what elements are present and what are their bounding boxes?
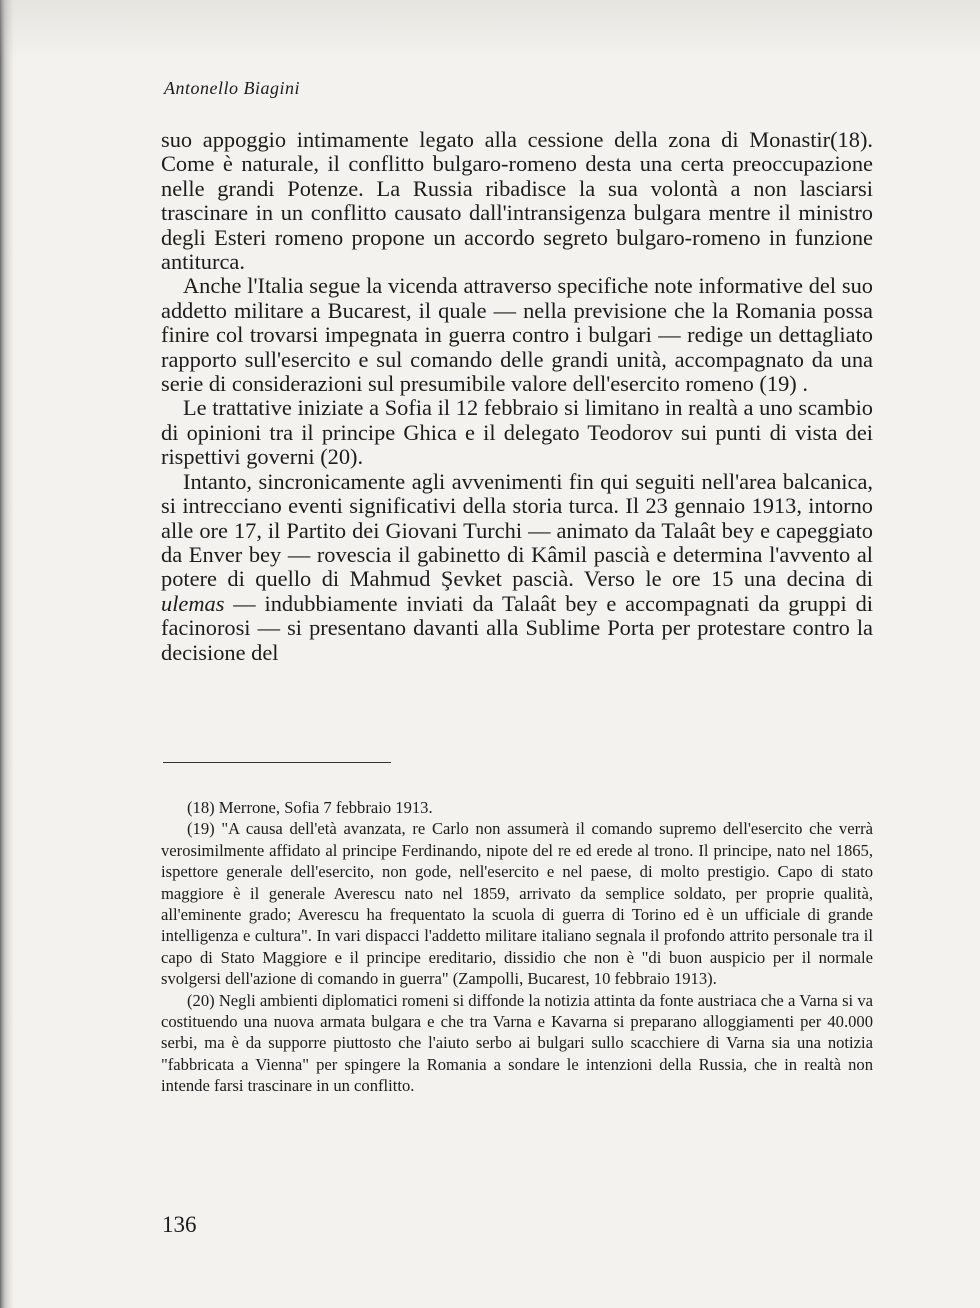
paragraph-4	[161, 470, 873, 665]
paragraph-1: suo appoggio intimamente legato alla cessione della zona di Monastir(18). Come è naturale, il conflitto bulgaro-romeno desta una certa preoccupazione nelle grandi Potenze. La Russia ribadisce la sua volontà a non lasciarsi trascinare in un conflitto causato dall'intransigenza bulgara mentre il ministro degli Esteri romeno propone un accordo segreto bulgaro-romeno in funzione antiturca.	[161, 127, 873, 275]
footnote-separator	[163, 762, 391, 763]
paragraph-4-text-a: Intanto, sincronicamente agli avvenimenti fin qui seguiti nell'area balcanica, si intrecciano eventi significativi della storia turca. Il 23 gennaio 1913, intorno alle ore 17, il Partito dei Giovani Turchi — animato da Talaât bey e capeggiato da Enver bey — rovescia il gabinetto di Kâmil pascià e determina l'avvento al potere di quello di Mahmud Şevket pascià. Verso le ore 15 una decina di	[161, 468, 873, 592]
paragraph-4-italic-term: ulemas	[161, 590, 225, 616]
page-top-shadow	[0, 0, 980, 60]
footnote-20: (20) Negli ambienti diplomatici romeni si diffonde la notizia attinta da fonte austriaca che a Varna si va costituendo una nuova armata bulgara e che tra Varna e Kavarna si preparano alloggiamenti per 40.000 serbi, ma è da supporre piuttosto che l'aiuto serbo ai bulgari sullo scacchiere di Varna sia una notizia "fabbricata a Vienna" per spingere la Romania a sondare le intenzioni della Russia, che in realtà non intende farsi trascinare in un conflitto.	[161, 990, 873, 1096]
paragraph-3: Le trattative iniziate a Sofia il 12 febbraio si limitano in realtà a uno scambio di opinioni tra il principe Ghica e il delegato Teodorov sui punti di vista dei rispettivi governi (20).	[161, 395, 873, 470]
paragraph-4-text-b: — indubbiamente inviati da Talaât bey e accompagnati da gruppi di facinorosi — si presentano davanti alla Sublime Porta per protestare contro la decisione del	[161, 590, 873, 665]
book-spine-shadow	[0, 0, 14, 1308]
running-head: Antonello Biagini	[164, 78, 300, 98]
footnotes	[161, 797, 873, 1097]
footnote-19: (19) "A causa dell'età avanzata, re Carlo non assumerà il comando supremo dell'esercito che verrà verosimilmente affidato al principe Ferdinando, nipote del re ed erede al trono. Il principe, nato nel 1865, ispettore generale dell'esercito, non gode, nell'esercito e nel paese, di molto prestigio. Capo di stato maggiore è il generale Averescu nato nel 1859, arrivato da semplice soldato, per proprie qualità, all'eminente grado; Averescu ha frequentato la scuola di guerra di Torino ed è un ufficiale di grande intelligenza e cultura". In vari dispacci l'addetto militare italiano segnala il profondo attrito personale tra il capo di Stato Maggiore e il principe ereditario, dissidio che non è "di buon auspicio per il normale svolgersi dell'azione di comando in guerra" (Zampolli, Bucarest, 10 febbraio 1913).	[161, 819, 873, 989]
paragraph-2: Anche l'Italia segue la vicenda attraverso specifiche note informative del suo addetto militare a Bucarest, il quale — nella previsione che la Romania possa finire col trovarsi impegnata in guerra contro i bulgari — redige un dettagliato rapporto sull'esercito e sul comando delle grandi unità, accompagnato da una serie di considerazioni sul presumibile valore dell'esercito romeno (19) .	[161, 273, 873, 397]
footnote-18: (18) Merrone, Sofia 7 febbraio 1913.	[187, 798, 433, 817]
main-text	[161, 128, 873, 665]
page-number: 136	[162, 1212, 197, 1237]
